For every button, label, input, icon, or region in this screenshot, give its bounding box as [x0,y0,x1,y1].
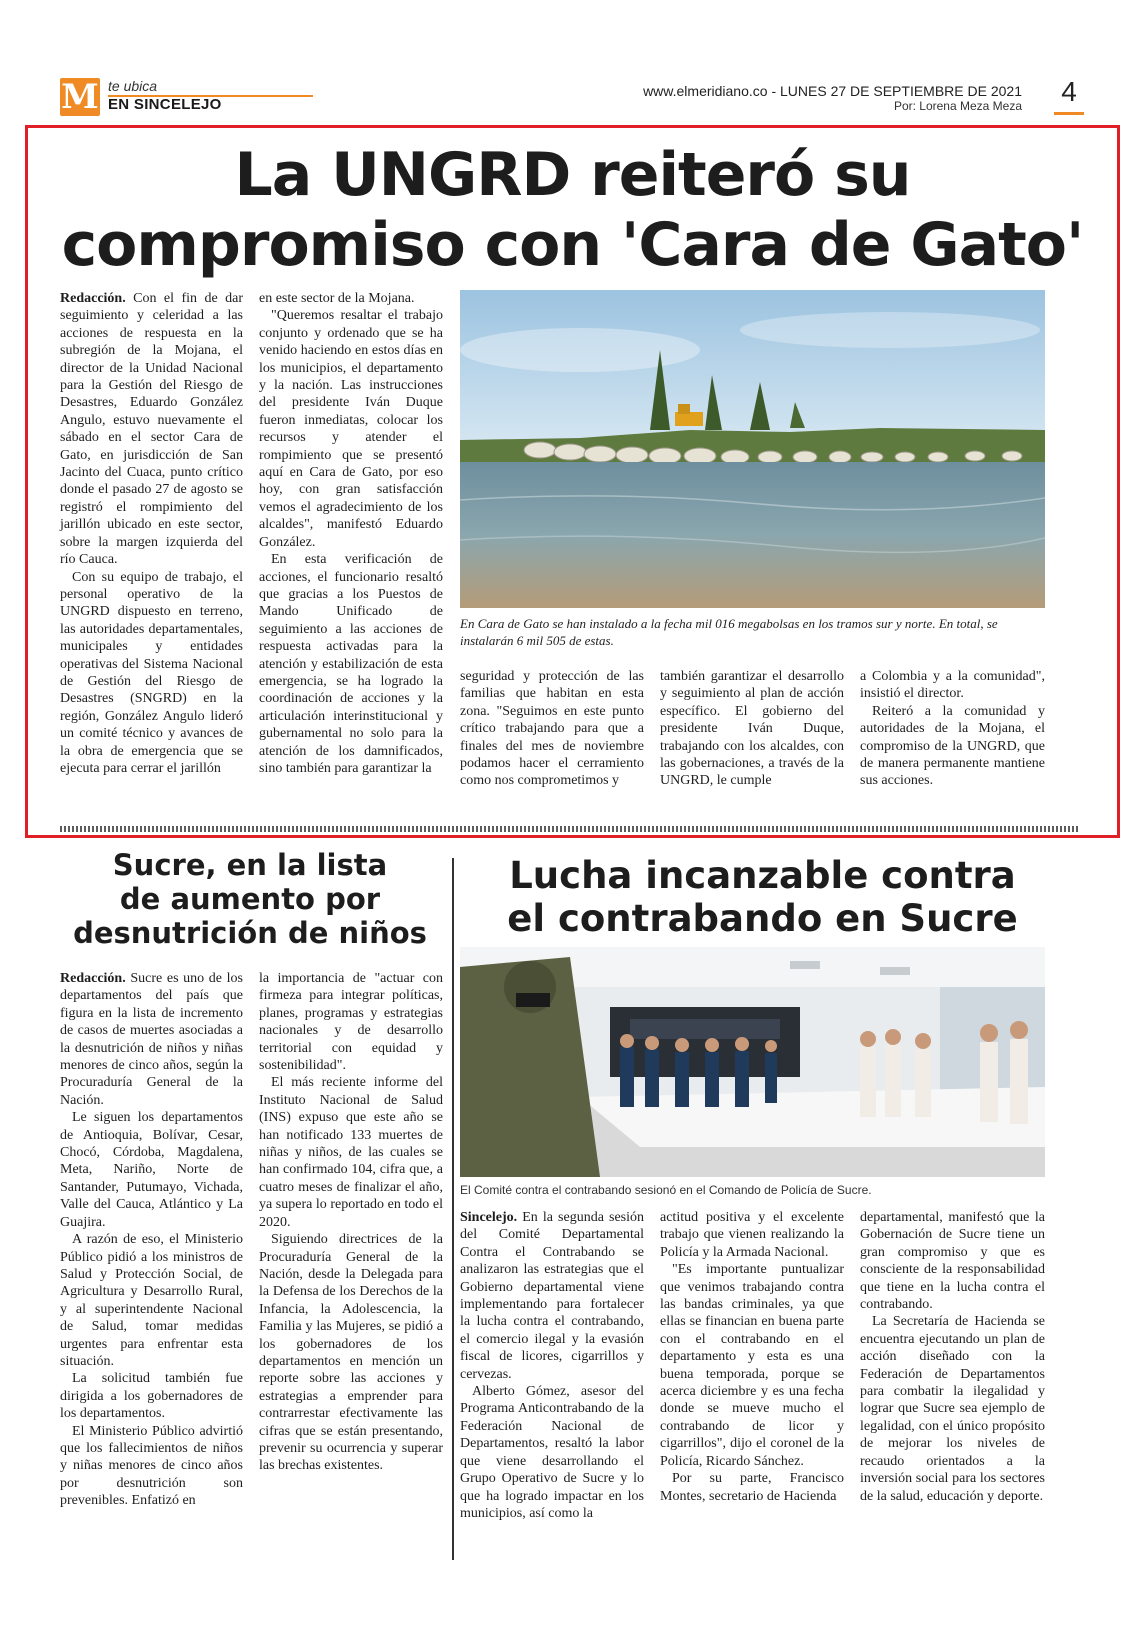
right-headline [470,854,1055,940]
right-article-column-2 [660,1209,844,1505]
newspaper-logo: M [61,77,99,117]
paragraph: en este sector de la Mojana. [259,291,415,306]
paragraph: El más reciente informe del Instituto Nacional de Salud (INS) expuso que este año se han notificado 133 muertes de niñas y niños, de las cuales se han confirmado 104, cifra que, a cuatro meses de finalizar el año, ya supera lo reportado en todo el 2020. [259,1075,443,1230]
paragraph: Siguiendo directrices de la Procuraduría General de la Nación, desde la Delegada para la Defensa de los Derechos de la Infancia, la Adolescencia, la Familia y las Mujeres, se pidió a los gobernadores de los departamentos en mención un reporte sobre las acciones y estrategias a emprender para contrarrestar efectivamente las cifras que se están presentando, prevenir su ocurrencia y superar las brechas existentes. [259,1232,443,1474]
paragraph: "Queremos resaltar el trabajo conjunto y ordenado que se ha venido haciendo en estos días en los municipios, el departamento y la nación. Las instrucciones del presidente Iván Duque fueron inmediatas, colocar los recursos y atender el rompimiento que se presentó aquí en Cara de Gato, por eso hoy, con gran satisfacción vemos el agradecimiento de los alcaldes", manifestó Eduardo González. [259,308,443,550]
paragraph: En la segunda sesión del Comité Departamental Contra el Contrabando se analizaron las estrategias que el Gobierno departamental viene implementando para fortalecer la lucha contra el contrabando, el comercio ilegal y la evasión fiscal de licores, cigarrillos y cervezas. [460,1210,644,1382]
section-divider [60,826,1080,832]
dateline: Redacción. [60,291,126,306]
main-headline-line2: compromiso con 'Cara de Gato' [61,210,1084,280]
paragraph: Reiteró a la comunidad y autoridades de la Mojana, el compromiso de la UNGRD, que de manera permanente mantiene sus acciones. [860,703,1045,789]
paragraph: La solicitud también fue dirigida a los gobernadores de los departamentos. [60,1371,243,1422]
byline: Por: Lorena Meza Meza [893,99,1022,113]
dateline: Sincelejo. [460,1210,518,1225]
left-headline-line2: de aumento por [119,882,381,916]
main-photo-caption: En Cara de Gato se han instalado a la fecha mil 016 megabolsas en los tramos sur y norte. En total, se instalarán 6 mil 505 de estas. [460,616,998,648]
main-article-column-2 [259,290,443,777]
main-article-column-1 [60,290,243,777]
paragraph: "Es importante puntualizar que venimos trabajando contra las bandas criminales, ya que ellas se financian en buena parte con el contrabando en el departamento y esta es una buena temporada, porque se acerca diciembre y es una fecha donde se mueve mucho el contrabando de licor y cigarrillos", dijo el coronel de la Policía, Ricardo Sánchez. [660,1262,844,1469]
paragraph: Con el fin de dar seguimiento y celeridad a las acciones de respuesta en la subregión de la Mojana, el director de la Unidad Nacional para la Gestión del Riesgo de Desastres, Eduardo González Angulo, estuvo nuevamente el sábado en el sector Cara de Gato, en jurisdicción de San Jacinto del Cuaca, punto crítico donde el pasado 27 de agosto se registró el rompimiento del jarillón ubicado en este sector, sobre la margen izquierda del río Cauca. [60,291,243,568]
main-article-column-4 [660,668,844,790]
page-number: 4 [1061,76,1077,107]
paragraph: seguridad y protección de las familias que habitan en esta zona. "Seguimos en este punto crítico trabajando para que a finales del mes de noviembre podamos hacer el cerramiento como nos comprometimos y [460,669,644,789]
paragraph: Alberto Gómez, asesor del Programa Anticontrabando de la Federación Nacional de Departamentos, resaltó la labor que viene desarrollando el Grupo Operativo de Sucre y lo que ha logrado impactar en los municipios, así como la [460,1384,644,1521]
left-article-column-1 [60,970,243,1510]
paragraph: actitud positiva y el excelente trabajo que vienen realizando la Policía y la Armada Nacional. [660,1210,844,1260]
right-article-column-1 [460,1209,644,1522]
left-headline-line1: Sucre, en la lista [112,848,388,882]
section-name: EN SINCELEJO [108,96,222,113]
paragraph: departamental, manifestó que la Gobernación de Sucre tiene un gran compromiso y que es consciente de la responsabilidad que tiene en la lucha contra el contrabando. [860,1210,1045,1313]
paragraph: Con su equipo de trabajo, el personal operativo de la UNGRD dispuesto en terreno, las autoridades departamentales, municipales y entidades operativas del Sistema Nacional de Gestión del Riesgo de Desastres (SNGRD) en la región, González Angulo lideró un comité técnico y avances de la obra de emergencia que se ejecuta para cerrar el jarillón [60,569,243,776]
meeting-room-illustration [460,947,1045,1177]
meeting-photo-caption: El Comité contra el contrabando sesionó en el Comando de Policía de Sucre. [460,1183,872,1197]
paragraph: Por su parte, Francisco Montes, secretario de Hacienda [660,1471,844,1504]
paragraph: A razón de eso, el Ministerio Público pidió a los ministros de Salud y Protección Social, de Agricultura y Desarrollo Rural, y al superintendente Nacional de Salud, tomar medidas urgentes para enfrentar esta situación. [60,1232,243,1369]
paragraph: a Colombia y a la comunidad", insistió el director. [860,669,1045,702]
left-headline [55,848,445,950]
paragraph: El Ministerio Público advirtió que los fallecimientos de niños y niñas menores de cinco años por desnutrición son prevenibles. Enfatizó en [60,1423,243,1509]
left-headline-line3: desnutrición de niños [73,916,427,950]
right-article-column-3 [860,1209,1045,1505]
main-headline [40,140,1105,280]
committee-meeting-photo [460,947,1045,1177]
paragraph: la importancia de "actuar con firmeza para integrar políticas, planes, programas y estrategias nacionales y de desarrollo territorial con equidad y sostenibilidad". [259,971,443,1074]
dateline: Redacción. [60,971,126,986]
left-article-column-2 [259,970,443,1475]
river-levee-illustration [460,290,1045,608]
main-article-column-3 [460,668,644,790]
paragraph: Sucre es uno de los departamentos del país que figura en la lista de incremento de casos de muertes asociadas a la desnutrición de niños y niñas menores de cinco años, según la Procuraduría General de la Nación. [60,971,243,1108]
paragraph: En esta verificación de acciones, el funcionario resaltó que gracias a los Puestos de Mando Unificado de seguimiento a las acciones de respuesta activadas para la atención y estabilización de esta emergencia, se ha logrado la coordinación de acciones y la articulación interinstitucional y gubernamental no solo para la atención de los damnificados, sino también para garantizar la [259,552,443,776]
paragraph: La Secretaría de Hacienda se encuentra ejecutando un plan de acción diseñado con la Federación de Departamentos para combatir la ilegalidad y lograr que Sucre sea ejemplo de legalidad, con el único propósito de mejorar los niveles de recaudo orientados a la inversión social para los sectores de la salud, educación y deporte. [860,1314,1045,1504]
site-and-date: www.elmeridiano.co - LUNES 27 DE SEPTIEMBRE DE 2021 [643,83,1022,99]
right-headline-line1: Lucha incanzable contra [509,854,1016,897]
paragraph: Le siguen los departamentos de Antioquia, Bolívar, Cesar, Chocó, Córdoba, Magdalena, Meta, Nariño, Norte de Santander, Putumayo, Vichada, Valle del Cauca, Atlántico y La Guajira. [60,1110,243,1230]
page-number-rule [1054,112,1084,115]
column-divider [452,858,454,1560]
main-article-column-5 [860,668,1045,790]
paragraph: también garantizar el desarrollo y seguimiento al plan de acción específico. El gobierno del presidente Iván Duque, trabajando con los alcaldes, con las gobernaciones, a través de la UNGRD, le cumple [660,669,844,789]
river-levee-photo [460,290,1045,608]
right-headline-line2: el contrabando en Sucre [507,897,1018,940]
tagline: te ubica [108,78,158,94]
main-headline-line1: La UNGRD reiteró su [234,140,911,210]
